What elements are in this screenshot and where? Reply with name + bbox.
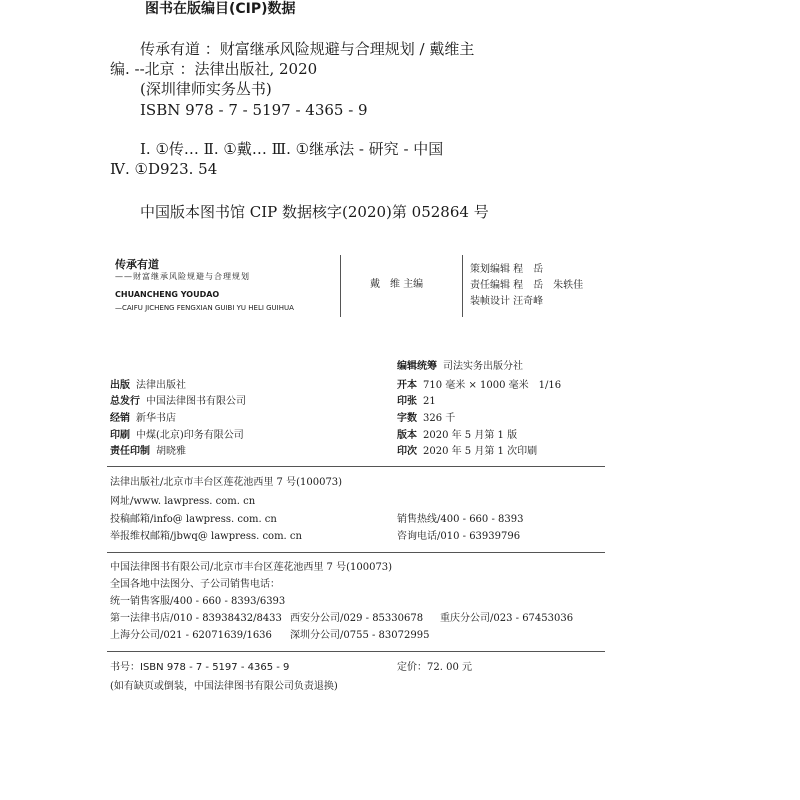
cip-line-2: 编. --北京 ：法律出版社, 2020 <box>110 60 318 78</box>
imprint-editorial-coordination: 编辑统筹 司法实务出版分社 <box>397 361 523 372</box>
cip-line-1: 传承有道 ：财富继承风险规避与合理规划 / 戴维主 <box>140 40 475 58</box>
cip-isbn: ISBN 978 - 7 - 5197 - 4365 - 9 <box>140 101 368 119</box>
titlebox-divider-left <box>340 255 341 317</box>
footer-return-note: (如有缺页或倒装，中国法律图书有限公司负责退换) <box>110 681 338 692</box>
footer-isbn: 书号：ISBN 978 - 7 - 5197 - 4365 - 9 <box>110 662 290 673</box>
distributor-intro: 全国各地中法图分、子公司销售电话： <box>110 579 280 590</box>
footer-price: 定价：72. 00 元 <box>397 662 472 673</box>
staff-responsible-editor: 责任编辑 程 岳 朱轶佳 <box>470 280 584 291</box>
book-title: 传承有道 <box>115 258 159 271</box>
cip-series: (深圳律师实务丛书) <box>140 80 272 98</box>
imprint-word-count: 字数 326 千 <box>397 413 456 424</box>
staff-planning-editor: 策划编辑 程 岳 <box>470 264 544 275</box>
divider-3 <box>107 651 605 652</box>
branch-xian: 西安分公司/029 - 85330678 <box>290 613 424 624</box>
imprint-publisher: 出版 法律出版社 <box>110 380 186 391</box>
divider-1 <box>107 466 605 467</box>
distributor-unified-service: 统一销售客服/400 - 660 - 8393/6393 <box>110 596 286 607</box>
branch-first-law-bookstore: 第一法律书店/010 - 83938432/8433 <box>110 613 282 624</box>
book-pinyin-subtitle: —CAIFU JICHENG FENGXIAN GUIBI YU HELI GUIHUA <box>115 304 294 312</box>
branch-shenzhen: 深圳分公司/0755 - 83072995 <box>290 630 430 641</box>
cip-verification: 中国版本图书馆 CIP 数据核字(2020)第 052864 号 <box>140 203 489 221</box>
book-pinyin: CHUANCHENG YOUDAO <box>115 290 220 299</box>
divider-2 <box>107 552 605 553</box>
cip-classification-2: Ⅳ. ①D923. 54 <box>110 160 218 178</box>
imprint-distribution: 总发行 中国法律图书有限公司 <box>110 396 246 407</box>
imprint-printing: 印次 2020 年 5 月第 1 次印刷 <box>397 446 538 457</box>
imprint-print-supervisor: 责任印制 胡晓雅 <box>110 446 186 457</box>
distributor-address: 中国法律图书有限公司/北京市丰台区莲花池西里 7 号(100073) <box>110 562 393 573</box>
imprint-printer: 印刷 中煤(北京)印务有限公司 <box>110 430 244 441</box>
publisher-report-email: 举报维权邮箱/jbwq@ lawpress. com. cn <box>110 531 302 542</box>
publisher-website: 网址/www. lawpress. com. cn <box>110 496 256 507</box>
staff-designer: 装帧设计 汪奇峰 <box>470 296 544 307</box>
publisher-inquiry-phone: 咨询电话/010 - 63939796 <box>397 531 521 542</box>
imprint-edition: 版本 2020 年 5 月第 1 版 <box>397 430 518 441</box>
branch-chongqing: 重庆分公司/023 - 67453036 <box>440 613 574 624</box>
cip-classification-1: Ⅰ. ①传… Ⅱ. ①戴… Ⅲ. ①继承法 - 研究 - 中国 <box>140 140 444 158</box>
publisher-sales-hotline: 销售热线/400 - 660 - 8393 <box>397 514 524 525</box>
imprint-retail: 经销 新华书店 <box>110 413 176 424</box>
imprint-format: 开本 710 毫米 × 1000 毫米 1/16 <box>397 380 562 391</box>
branch-shanghai: 上海分公司/021 - 62071639/1636 <box>110 630 272 641</box>
book-editor: 戴 维 主编 <box>370 279 424 290</box>
titlebox-divider-right <box>462 255 463 317</box>
cip-heading: 图书在版编目(CIP)数据 <box>145 1 296 17</box>
publisher-submit-email: 投稿邮箱/info@ lawpress. com. cn <box>110 514 277 525</box>
imprint-sheets: 印张 21 <box>397 396 436 407</box>
book-subtitle: ——财富继承风险规避与合理规划 <box>115 272 250 281</box>
publisher-address: 法律出版社/北京市丰台区莲花池西里 7 号(100073) <box>110 477 343 488</box>
